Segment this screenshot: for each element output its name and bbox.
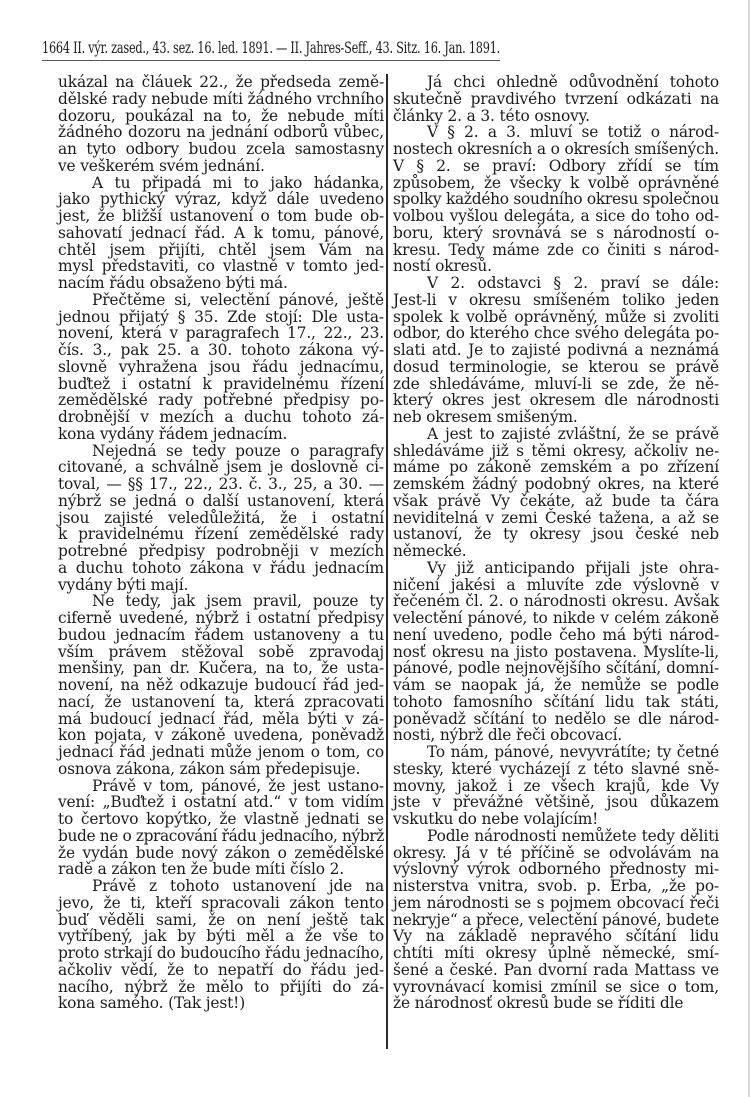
text-line: V § 2. se praví: Odbory zřídí se tím [393, 156, 719, 175]
text-line: ciferně uvedené, nýbrž i ostatní předpisy [58, 609, 384, 627]
text-line: jednací řád jednati může jenom o tom, co [58, 743, 384, 761]
text-line: který okres jest okresem dle národnosti [393, 391, 719, 410]
text-line: buďtež i ostatní k pravidelnému řízení [58, 374, 384, 393]
text-line: dosud terminologie, se kterou se právě [393, 357, 719, 376]
text-line: slati atd. Je to zajisté podivná a neznámá [393, 341, 719, 359]
text-line: mysl představiti, co vlastně v tomto jed- [58, 257, 384, 276]
text-line: Právě z tohoto ustanovení jde na [92, 877, 384, 895]
column-divider [386, 74, 388, 1049]
text-line: skutečně pravdivého tvrzení odkázati na [393, 89, 719, 108]
paragraph [393, 744, 719, 828]
text-line: že národnosť okresů bude se říditi dle [393, 994, 684, 1013]
text-line: drobnější v mezích a duchu tohoto zá- [58, 408, 384, 426]
text-line: zemědělské rady potřebné předpisy po- [58, 391, 384, 410]
paragraph [393, 74, 719, 124]
text-line: buď věděli sami, že on není ještě tak [58, 910, 384, 929]
text-line: řečeném čl. 2. o národnosti okresu. Avšak [393, 592, 719, 611]
text-line: čís. 3., pak 25. a 30. tohoto zákona vý- [58, 341, 384, 359]
text-line: boru, který srovnává se s národností o- [393, 223, 719, 242]
text-line: vším právem stěžoval sobě zpravodaj [58, 642, 384, 661]
text-line: V § 2. a 3. mluví se totiž o národ- [427, 123, 719, 142]
text-line: chtíti míti okresy úplně německé, smí- [393, 944, 719, 962]
text-line: nací, že ustanovení ta, která zpracovati [58, 692, 384, 711]
paragraph [393, 828, 719, 1012]
paragraph [58, 878, 384, 1012]
text-line: ačkoliv vědí, že to nepatří do řádu jed- [58, 960, 384, 979]
text-line: však právě Vy čekáte, až bude ta čára [393, 491, 719, 510]
text-line: nekryje“ a přece, velectění pánové, budete [393, 910, 719, 929]
text-line: žádného dozoru na jednání odborů vůbec, [58, 123, 384, 142]
text-line: odbor, do kterého chce svého delegáta po- [393, 324, 719, 343]
text-line: To nám, pánové, nevyvrátíte; ty četné [427, 743, 719, 761]
text-line: zde shledáváme, mluví-li se zde, že ně- [393, 374, 719, 393]
text-line: novení, na něž odkazuje budoucí řád jed- [58, 676, 384, 694]
text-line: vskutku do nebe volajícím! [393, 810, 599, 828]
text-line: citované, a schválně jsem je doslovně ci- [58, 458, 384, 477]
text-line: ve veškerém svém jednání. [58, 156, 265, 175]
text-line: stesky, které vycházejí z této slavné sně- [393, 759, 719, 778]
text-line: proto strkají do budoucího řádu jednacího, [58, 944, 384, 962]
text-line: kona samého. (Tak jest!) [58, 994, 246, 1013]
text-line: jste v převážné většině, jsou důkazem [393, 793, 719, 812]
text-line: kresu. Tedy máme zde co činiti s národ- [393, 240, 719, 259]
text-line: shledáváme již s těmi okresy, ačkoliv ne- [393, 441, 719, 460]
text-line: slovně vyhražena jsou řádu jednacímu, [58, 357, 384, 376]
paragraph [58, 175, 384, 292]
text-line: poněvadž sčítání to nedělo se dle národ- [393, 709, 719, 728]
text-line: ností okresů. [393, 257, 492, 276]
text-line: kona vydány řádem jednacím. [58, 424, 288, 443]
left-column [58, 74, 384, 1012]
text-line: radě a zákon ten že bude míti číslo 2. [58, 860, 344, 879]
text-line: k pravidelnému řízení zemědělské rady [58, 525, 384, 544]
paragraph [393, 124, 719, 275]
text-line: sahovatí jednací řád. A k tomu, pánové, [58, 223, 384, 242]
paragraph [58, 593, 384, 777]
text-line: způsobem, že všecky k volbě oprávněné [393, 173, 719, 192]
text-line: ustanoví, že ty okresy jsou české neb [393, 525, 719, 544]
running-header [42, 36, 500, 60]
text-line: jako pythický výraz, když dále uvedeno [58, 190, 384, 209]
text-line: zemském žádný podobný okres, na které [393, 475, 719, 493]
text-line: nostech okresních a o okresích smíšených. [393, 140, 719, 158]
text-line: A jest to zajisté zvláštní, že se právě [427, 424, 719, 443]
text-line: an tyto odbory budou zcela samostasny [58, 140, 384, 158]
text-line: spolek k volbě oprávněný, může si zvoliti [393, 307, 719, 326]
text-line: vení: „Buďtež i ostatní atd.“ v tom vidím [58, 793, 384, 812]
text-line: movny, jakož i ze všech krajů, kde Vy [393, 776, 719, 795]
text-line: dozoru, poukázal na to, že nebude míti [58, 106, 384, 125]
text-line: osnova zákona, zákon sám předepisuje. [58, 759, 361, 778]
text-line: jednou přijatý § 35. Zde stojí: Dle usta- [58, 307, 384, 326]
text-line: neviditelná v zemi České tažena, a až se [393, 508, 719, 527]
text-line: Vy již anticipando přijali jste ohra- [427, 558, 719, 577]
text-line: spolky každého soudního okresu společnou [393, 190, 719, 209]
text-line: jsou zajisté veledůležitá, že i ostatní [58, 508, 384, 527]
text-line: vytříbený, jak by býti měl a že vše to [58, 927, 384, 946]
paragraph [393, 426, 719, 560]
text-line: chtěl jsem přijíti, chtěl jsem Vám na [58, 240, 384, 259]
text-line: nosť okresu na jisto postavena. Myslíte-li, [393, 642, 719, 661]
text-line: budou jednacím řádem ustanoveny a tu [58, 625, 384, 644]
text-line: nosti, nýbrž dle řeči obcovací. [393, 726, 623, 745]
paragraph [58, 74, 384, 175]
text-line: články 2. a 3. této osnovy. [393, 106, 590, 125]
text-line: neb okresem smišeným. [393, 408, 578, 426]
header-rule [42, 60, 500, 61]
text-line: kon pojata, v zákoně uvedena, poněvadž [58, 726, 384, 745]
text-line: potrebné předpisy podrobněji v mezích [58, 542, 384, 560]
text-line: německé. [393, 542, 467, 560]
text-line: to čertovo kopýtko, že vlastně jednati se [58, 810, 384, 828]
text-line: Právě v tom, pánové, že jest ustano- [92, 776, 384, 795]
text-line: Já chci ohledně odůvodnění tohoto [427, 73, 719, 91]
text-line: Podle národnosti nemůžete tedy děliti [427, 826, 719, 845]
paragraph [393, 275, 719, 426]
text-line: Nejedná se tedy pouze o paragrafy [92, 441, 384, 460]
text-line: novení, která v paragrafech 17., 22., 23. [58, 324, 384, 343]
text-line: ukázal na čláuek 22., že předseda země- [58, 73, 384, 91]
paragraph [58, 443, 384, 594]
text-line: bude ne o zpracování řádu jednacího, nýbrž [58, 826, 384, 845]
text-line: nacím řádu obsaženo býti má. [58, 274, 288, 292]
text-line: nisterstva vnitra, svob. p. Erba, „že po- [393, 877, 719, 895]
text-line: vám se naopak já, že nemůže se podle [393, 676, 719, 694]
text-line: V 2. odstavci § 2. praví se dále: [427, 274, 719, 292]
text-line: vyrovnávací komisi zmínil se sice o tom, [393, 977, 719, 996]
text-line: jem národnosti se s pojmem obcovací řeči [393, 893, 719, 912]
text-line: šené a české. Pan dvorní rada Mattass ve [393, 960, 719, 979]
text-line: ničení jakési a mluvíte zde výslovně v [393, 575, 719, 594]
text-line: není uvedeno, podle čeho má býti národ- [393, 625, 719, 644]
text-line: menšiny, pan dr. Kučera, na to, že usta- [58, 659, 384, 678]
text-line: toval, — §§ 17., 22., 23. č. 3., 25, a 30. — [58, 475, 384, 493]
text-line: má budoucí jednací řád, měla býti v zá- [58, 709, 384, 728]
text-line: nacího, nýbrž že mělo to přijíti do zá- [58, 977, 384, 996]
text-line: dělské rady nebude míti žádného vrchního [58, 89, 384, 108]
text-line: vydány býti mají. [58, 575, 189, 594]
text-line: a duchu tohoto zákona v řádu jednacím [58, 558, 384, 577]
text-line: velectění pánové, to nikde v celém zákoně [393, 609, 719, 627]
paragraph [58, 292, 384, 443]
text-line: tohoto famosního sčítání lidu tak státi, [393, 692, 719, 711]
text-line: pánové, podle nejnovějšího sčítání, domní- [393, 659, 719, 678]
running-header-text: 1664 II. výr. zased., 43. sez. 16. led. 1891. — II. Jahres-Seff., 43. Sitz. 16. Jan. 1891. [42, 38, 500, 57]
text-line: Ne tedy, jak jsem pravil, pouze ty [92, 592, 384, 611]
text-line: Jest-li v okresu smíšeném toliko jeden [393, 290, 719, 309]
paragraph [393, 560, 719, 744]
paragraph [58, 778, 384, 879]
text-line: že vydán bude nový zákon o zemědělské [58, 843, 384, 862]
text-line: A tu připadá mi to jako hádanka, [92, 173, 384, 192]
text-line: okresy. Já v té příčině se odvolávám na [393, 843, 719, 862]
text-line: výslovný výrok odborného přednosty mi- [393, 860, 719, 879]
right-column [393, 74, 719, 1012]
text-line: volbou vyšlou delegáta, a sice do toho od- [393, 207, 719, 225]
text-line: nýbrž se jedná o další ustanovení, která [58, 491, 384, 510]
text-line: máme po zákoně zemském a po zřízení [393, 458, 719, 477]
text-line: Vy na základě nepravého sčítání lidu [393, 927, 719, 946]
text-line: jest, že bližší ustanovení o tom bude ob- [58, 207, 384, 225]
text-line: jevo, že ti, kteří spracovali zákon tento [58, 893, 384, 912]
text-line: Přečtěme si, velectění pánové, ještě [92, 290, 384, 309]
